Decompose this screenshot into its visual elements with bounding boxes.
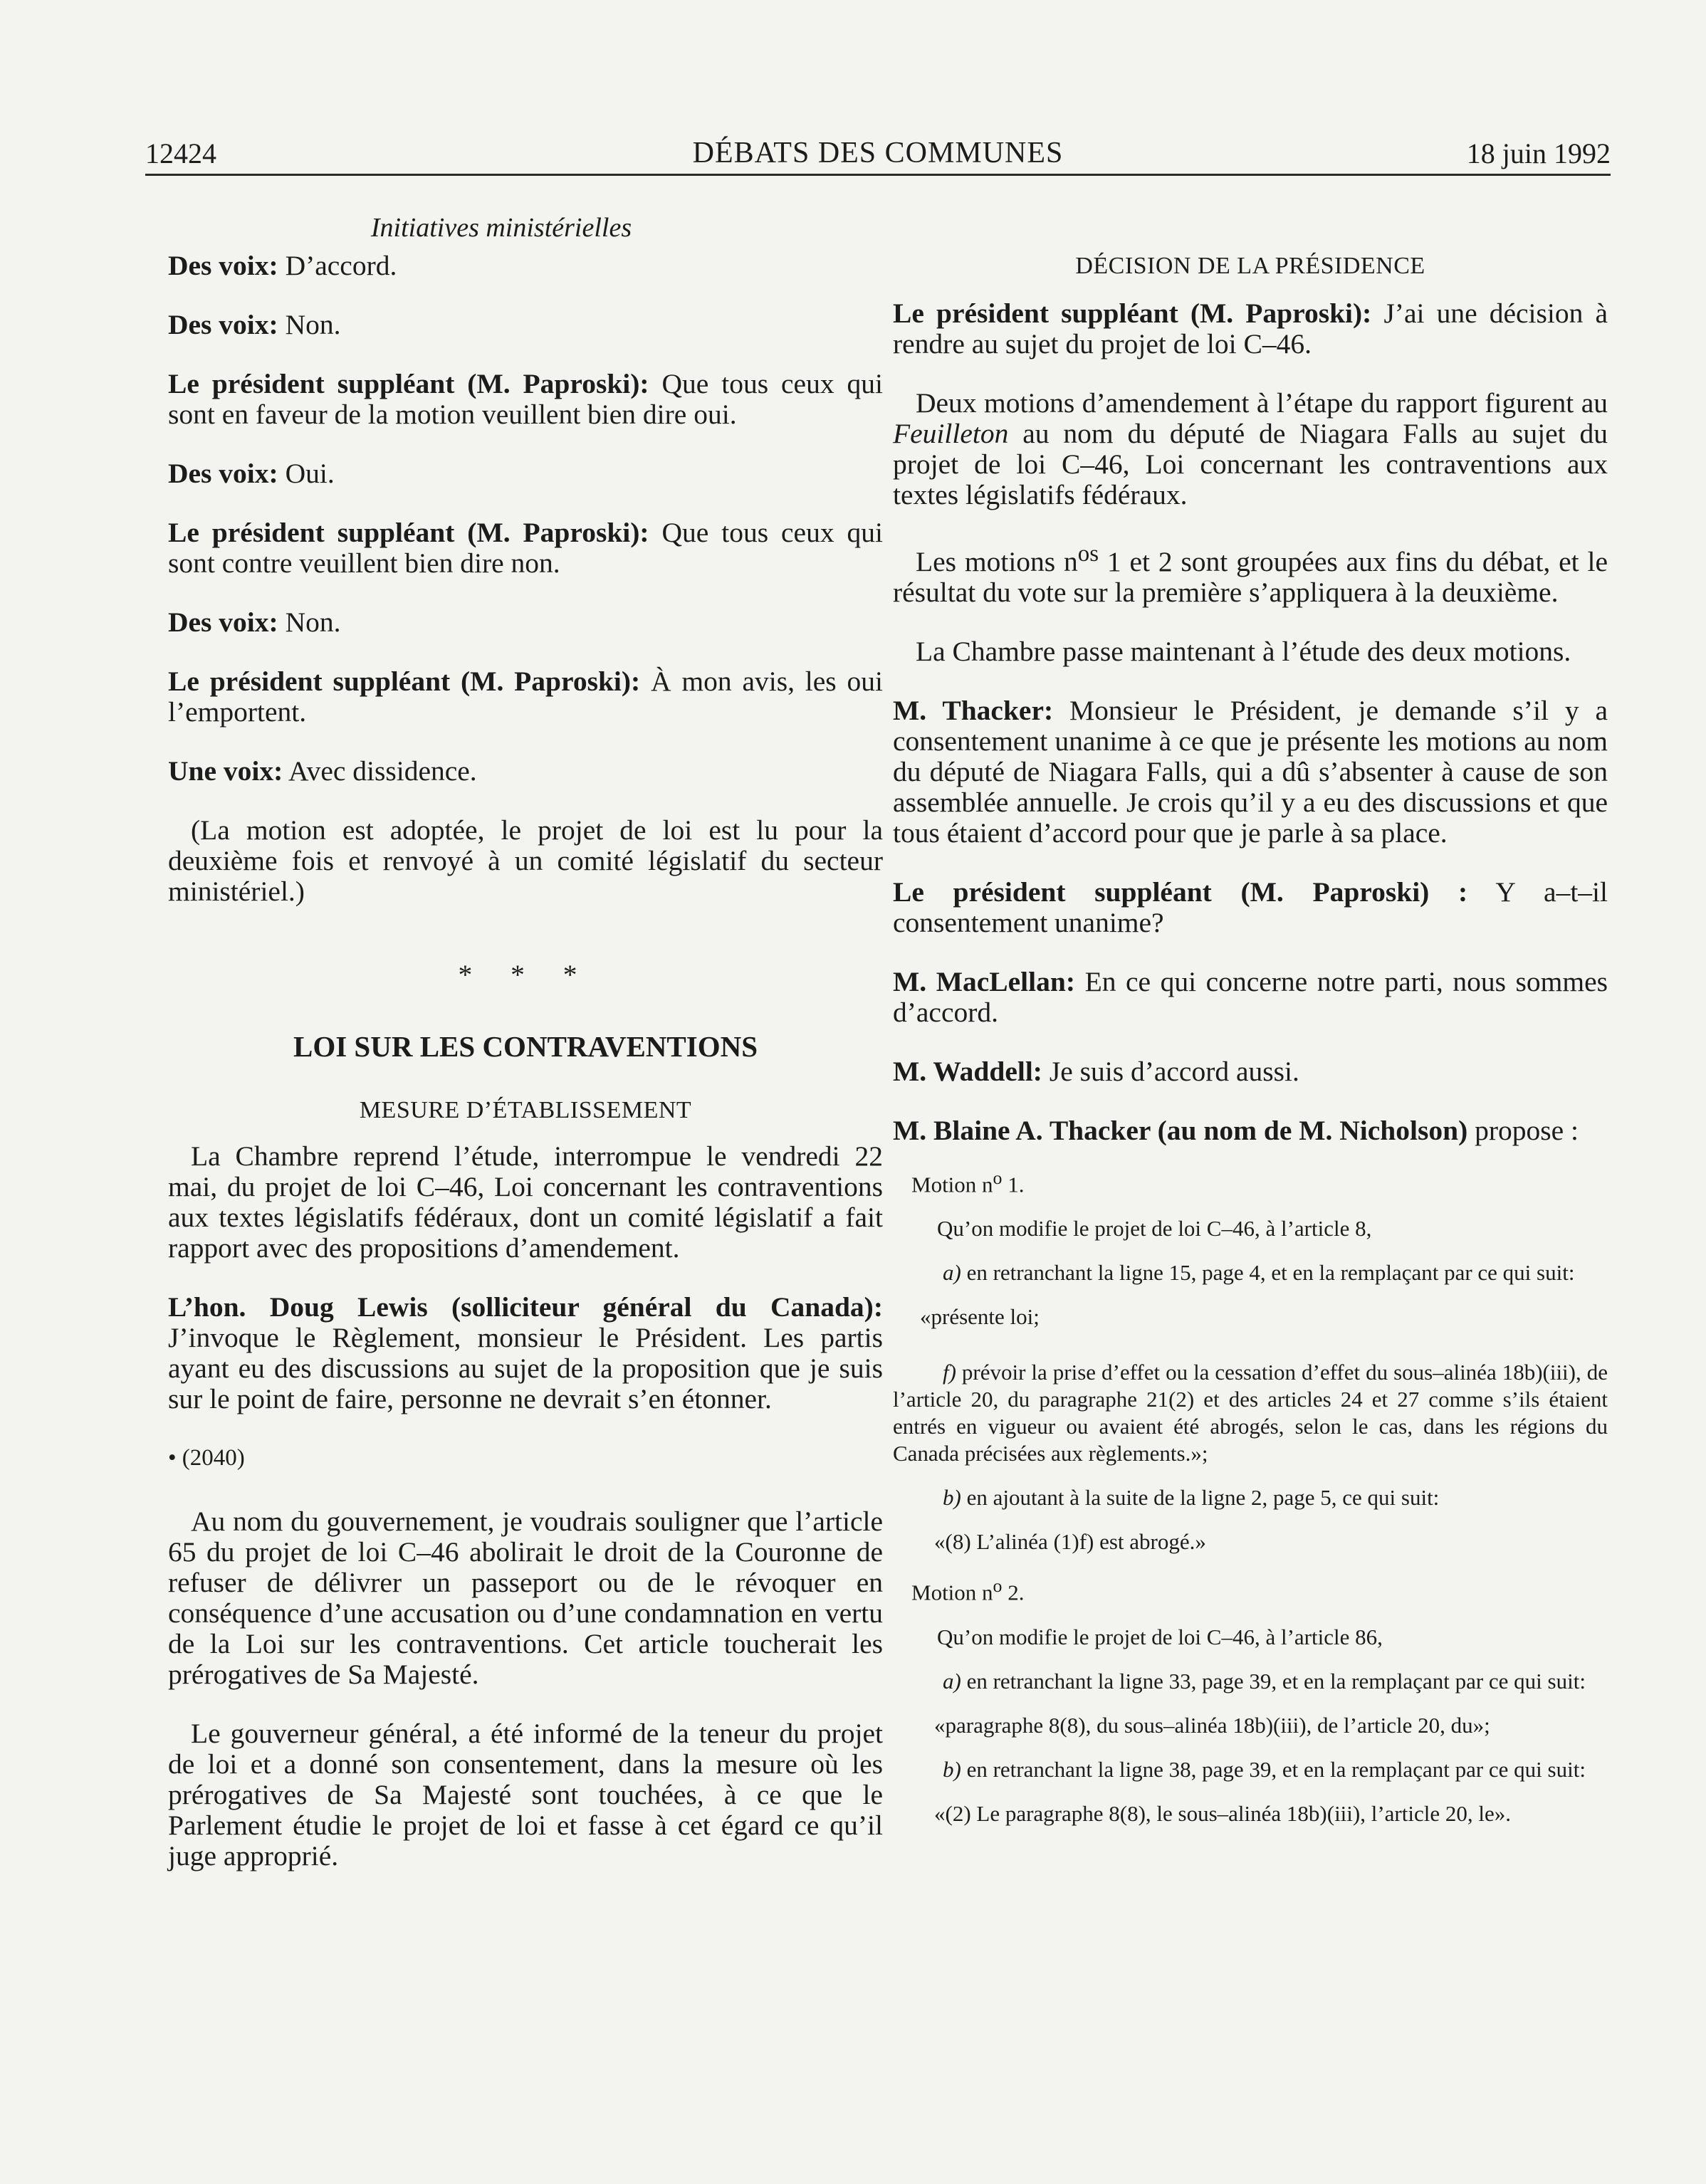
speech-text: Non. <box>278 309 341 340</box>
speech-text: Je suis d’accord aussi. <box>1042 1056 1299 1088</box>
motion-item: b) en retranchant la ligne 38, page 39, et en la remplaçant par ce qui suit: <box>943 1756 1586 1782</box>
bill-subheading: MESURE D’ÉTABLISSEMENT <box>359 1097 692 1123</box>
paragraph <box>893 967 1608 1028</box>
speech-text: En ce qui concerne notre parti, nous sommes d’accord. <box>893 966 1608 1029</box>
motion-quote: «(8) L’alinéa (1)f) est abrogé.» <box>934 1529 1206 1555</box>
speaker: Le président suppléant (M. Paproski): <box>168 517 649 548</box>
timestamp: • (2040) <box>168 1445 245 1471</box>
speech-text: À mon avis, les oui l’emportent. <box>168 666 883 728</box>
paragraph: La Chambre passe maintenant à l’étude des deux motions. <box>916 636 1571 668</box>
speaker: M. MacLellan: <box>893 966 1075 998</box>
motions-block <box>893 1165 1608 1827</box>
speech-text: Non. <box>278 607 341 638</box>
paragraph <box>168 666 883 728</box>
speaker: Le président suppléant (M. Paproski): <box>168 666 641 697</box>
ruling-heading: DÉCISION DE LA PRÉSIDENCE <box>1075 253 1425 279</box>
motion-item: a) en retranchant la ligne 15, page 4, et en la remplaçant par ce qui suit: <box>943 1260 1575 1286</box>
paragraph <box>893 877 1608 938</box>
motion-intro: Qu’on modifie le projet de loi C–46, à l’article 8, <box>937 1216 1372 1241</box>
motion-quote: «(2) Le paragraphe 8(8), le sous–alinéa 18b)(iii), l’article 20, le». <box>934 1800 1511 1826</box>
paragraph <box>168 369 883 430</box>
speaker: M. Waddell: <box>893 1056 1042 1088</box>
motion-item: a) en retranchant la ligne 33, page 39, et en la remplaçant par ce qui suit: <box>943 1668 1586 1694</box>
publication-name: Feuilleton <box>893 418 1009 449</box>
left-column <box>168 251 883 1900</box>
speaker: Une voix: <box>168 755 283 787</box>
speech-text: Y a–t–il consentement unanime? <box>893 876 1608 939</box>
superscript: os <box>1077 541 1099 567</box>
motion-item: f) prévoir la prise d’effet ou la cessation d’effet du sous–alinéa 18b)(iii), de l’article 20, du paragraphe 21(2) et des articles 24 et 27 comme s’ils étaient entrés en vigueur ou avaient été abrogés, selon le cas, dans les régions du Canada précisées aux règlements.»; <box>893 1360 1608 1466</box>
speaker: M. Blaine A. Thacker (au nom de M. Nicholson) <box>893 1115 1468 1147</box>
speech-text: J’invoque le Règlement, monsieur le Président. Les partis ayant eu des discussions au sujet de la proposition que je suis sur le point de faire, personne ne devrait s’en étonner. <box>168 1322 883 1414</box>
paragraph <box>893 298 1608 359</box>
speaker: L’hon. Doug Lewis (solliciteur général du Canada): <box>168 1291 883 1323</box>
paragraph: Au nom du gouvernement, je voudrais souligner que l’article 65 du projet de loi C–46 abolirait le droit de la Couronne de refuser de délivrer un passeport ou de le révoquer en conséquence d’une accusation ou d’une condamnation en vertu de la Loi sur les contraventions. Cet article toucherait les prérogatives de Sa Majesté. <box>168 1506 883 1690</box>
motion-label: Motion $n^o$ 2. <box>911 1575 1025 1605</box>
speech-text: J’ai une décision à rendre au sujet du projet de loi C–46. <box>893 298 1608 359</box>
issue-date: 18 juin 1992 <box>1466 137 1611 169</box>
motion-label: Motion $n^o$ 1. <box>911 1167 1025 1197</box>
motion-intro: Qu’on modifie le projet de loi C–46, à l’article 86, <box>937 1624 1383 1649</box>
speech-text: propose : <box>1467 1115 1579 1147</box>
right-column <box>893 251 1608 1844</box>
paragraph <box>893 1115 1608 1146</box>
paragraph <box>168 756 883 787</box>
motion-quote: «présente loi; <box>920 1304 1040 1330</box>
speaker: Le président suppléant (M. Paproski): <box>168 368 649 399</box>
paragraph <box>893 1056 1608 1087</box>
speech-text: Monsieur le Président, je demande s’il y a consentement unanime à ce que je présente les motions au nom du député de Niagara Falls, qui a dû s’absenter à cause de son assemblée annuelle. Je crois qu’il y a eu des discussions et que tous étaient d’accord pour que je parle à sa place. <box>893 695 1608 849</box>
motion-quote: «paragraphe 8(8), du sous–alinéa 18b)(iii), de l’article 20, du»; <box>934 1712 1490 1738</box>
paragraph <box>168 1292 883 1414</box>
speaker: Des voix: <box>168 607 278 638</box>
paragraph: La Chambre reprend l’étude, interrompue le vendredi 22 mai, du projet de loi C–46, Loi concernant les contraventions aux textes législatifs fédéraux, dont un comité législatif a fait rapport avec des propositions d’amendement. <box>168 1140 883 1264</box>
paragraph <box>168 251 883 281</box>
speech-text: Que tous ceux qui sont en faveur de la motion veuillent bien dire oui. <box>168 368 883 430</box>
paragraph <box>168 607 883 638</box>
procedural-note: (La motion est adoptée, le projet de loi est lu pour la deuxième fois et renvoyé à un comité législatif du secteur ministériel.) <box>168 814 883 907</box>
paragraph: Les motions $n^{os}$ 1 et 2 sont groupées aux fins du débat, et le résultat du vote sur la première s’appliquera à la deuxième. <box>893 541 1608 609</box>
motion-item: b) en ajoutant à la suite de la ligne 2, page 5, ce qui suit: <box>943 1485 1440 1511</box>
page-number: 12424 <box>145 137 216 169</box>
speaker: M. Thacker: <box>893 695 1054 727</box>
section-label: Initiatives ministérielles <box>370 213 632 243</box>
bill-heading: LOI SUR LES CONTRAVENTIONS <box>293 1030 758 1063</box>
speaker: Des voix: <box>168 458 278 489</box>
speech-text: Oui. <box>278 458 335 489</box>
page-header <box>145 134 1611 176</box>
paragraph <box>893 695 1608 849</box>
journal-title: DÉBATS DES COMMUNES <box>692 137 1064 169</box>
speaker: Des voix: <box>168 309 278 340</box>
paragraph: Le gouverneur général, a été informé de la teneur du projet de loi et a donné son consentement, dans la mesure où les prérogatives de Sa Majesté sont touchées, à ce que le Parlement étudie le projet de loi et fasse à cet égard ce qu’il juge approprié. <box>168 1718 883 1871</box>
section-separator: * * * <box>458 959 593 990</box>
speaker: Le président suppléant (M. Paproski) : <box>893 876 1468 908</box>
speech-text: D’accord. <box>278 250 397 281</box>
speech-text: Que tous ceux qui sont contre veuillent bien dire non. <box>168 517 883 579</box>
speech-text: Avec dissidence. <box>283 755 477 787</box>
paragraph <box>168 518 883 579</box>
speaker: Des voix: <box>168 250 278 281</box>
paragraph <box>168 310 883 340</box>
paragraph: Deux motions d’amendement à l’étape du rapport figurent au Feuilleton au nom du député de Niagara Falls au sujet du projet de loi C–46, Loi concernant les contraventions aux textes législatifs fédéraux. <box>893 387 1608 510</box>
speaker: Le président suppléant (M. Paproski): <box>893 298 1372 329</box>
paragraph <box>168 458 883 489</box>
